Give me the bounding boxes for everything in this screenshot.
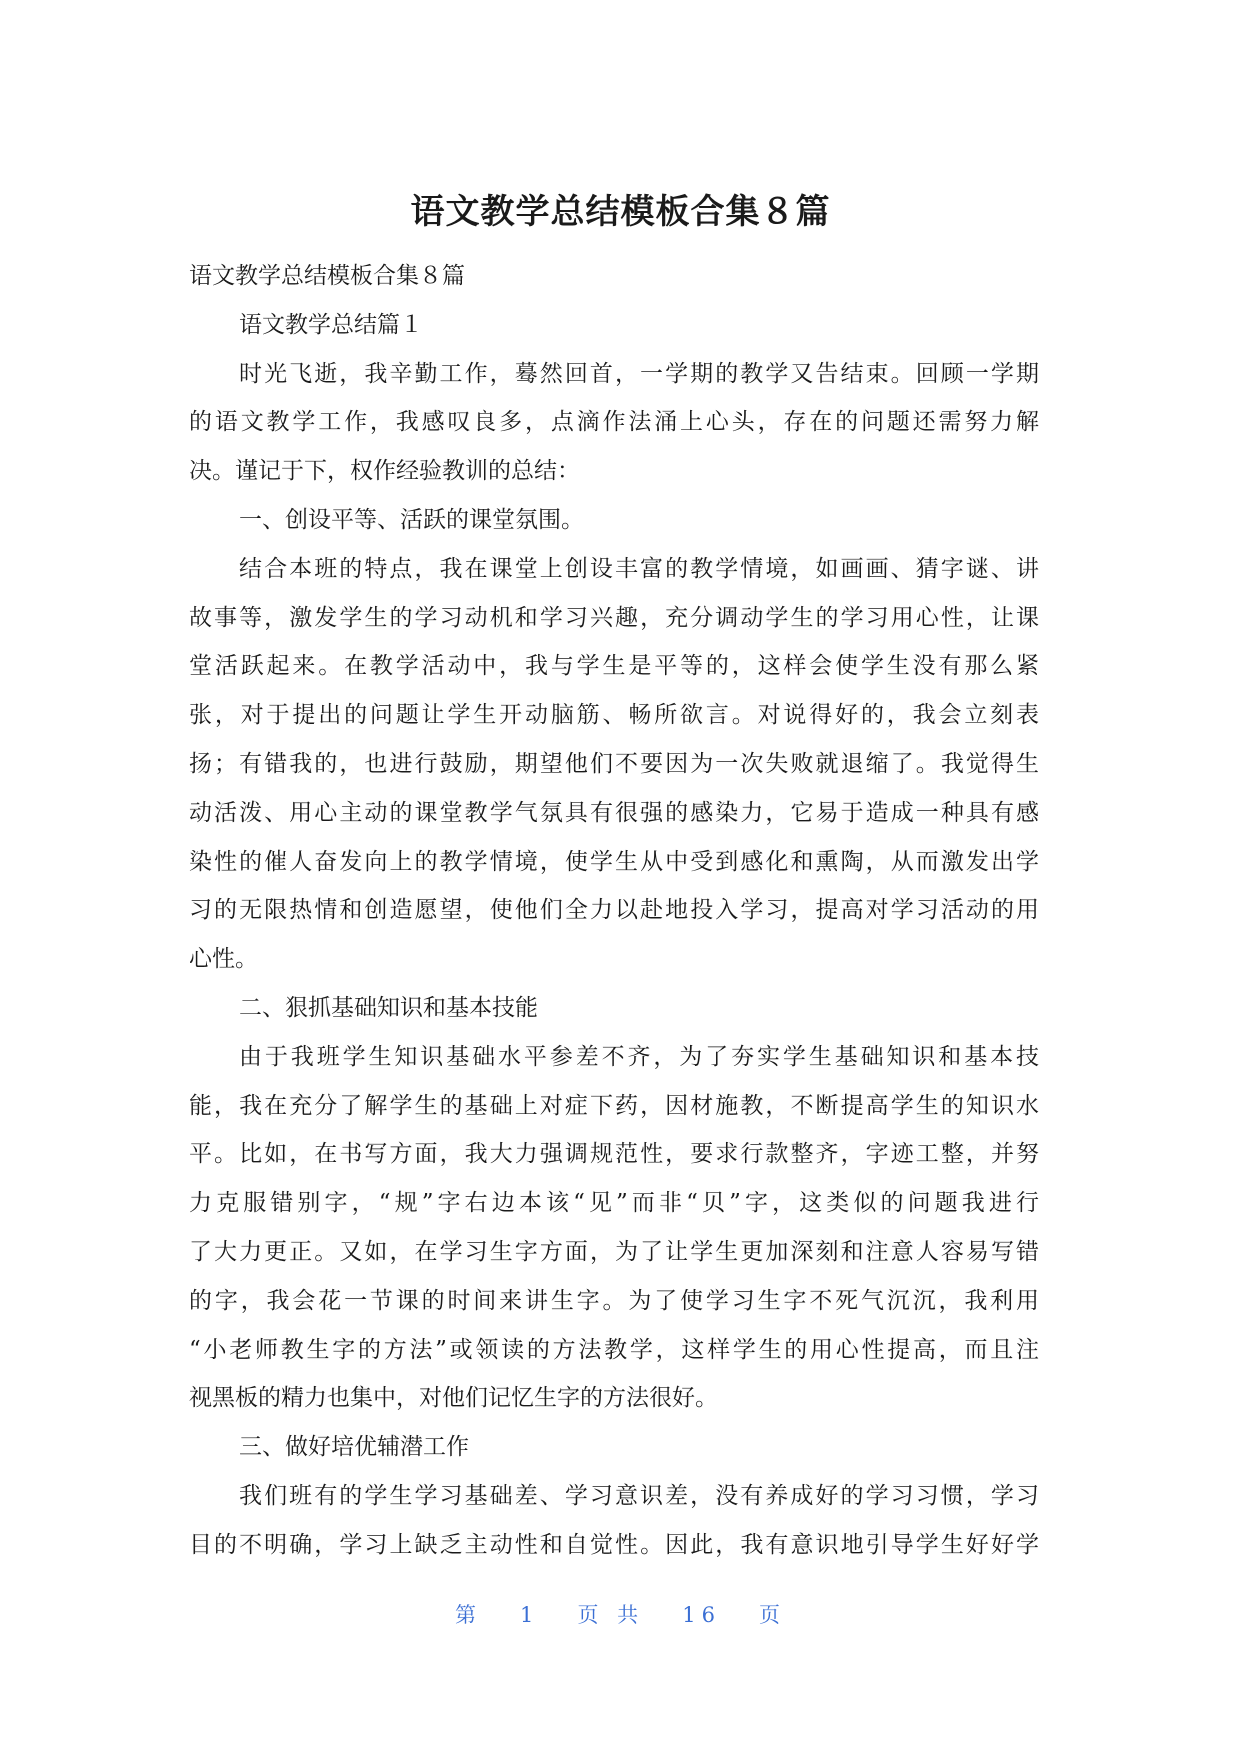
footer-page-number: 1 — [520, 1603, 540, 1627]
paragraph-line: 我们班有的学生学习基础差、学习意识差，没有养成好的学习习惯，学习 — [239, 1482, 1039, 1509]
paragraph-line: 染性的催人奋发向上的教学情境，使学生从中受到感化和熏陶，从而激发出学 — [189, 848, 1039, 875]
paragraph-line: 决。谨记于下，权作经验教训的总结： — [189, 458, 580, 485]
footer-page-word: 第 — [454, 1603, 482, 1627]
paragraph-line: 结合本班的特点，我在课堂上创设丰富的教学情境，如画画、猜字谜、讲 — [239, 555, 1039, 582]
paragraph-line: 目的不明确，学习上缺乏主动性和自觉性。因此，我有意识地引导学生好好学 — [189, 1531, 1039, 1558]
paragraph-line: 平。比如，在书写方面，我大力强调规范性，要求行款整齐，字迹工整，并努 — [189, 1141, 1039, 1168]
page-footer — [0, 1600, 1241, 1630]
paragraph-line: 张，对于提出的问题让学生开动脑筋、畅所欲言。对说得好的，我会立刻表 — [189, 702, 1039, 729]
section-heading: 语文教学总结篇１ — [239, 311, 423, 338]
paragraph-line: 了大力更正。又如，在学习生字方面，为了让学生更加深刻和注意人容易写错 — [189, 1238, 1039, 1265]
paragraph-line: 动活泼、用心主动的课堂教学气氛具有很强的感染力，它易于造成一种具有感 — [189, 799, 1039, 826]
paragraph-line: 视黑板的精力也集中，对他们记忆生字的方法很好。 — [189, 1385, 718, 1412]
paragraph-line: 故事等，激发学生的学习动机和学习兴趣，充分调动学生的学习用心性，让课 — [189, 604, 1039, 631]
subtitle-line: 语文教学总结模板合集８篇 — [189, 263, 465, 289]
paragraph-line: 堂活跃起来。在教学活动中，我与学生是平等的，这样会使学生没有那么紧 — [189, 653, 1039, 680]
paragraph-line: 能，我在充分了解学生的基础上对症下药，因材施教，不断提高学生的知识水 — [189, 1092, 1039, 1119]
section-heading: 二、狠抓基础知识和基本技能 — [239, 994, 538, 1021]
paragraph-line: 习的无限热情和创造愿望，使他们全力以赴地投入学习，提高对学习活动的用 — [189, 897, 1039, 924]
paragraph-line: 的语文教学工作，我感叹良多，点滴作法涌上心头，存在的问题还需努力解 — [189, 409, 1039, 436]
paragraph-line: 心性。 — [189, 946, 258, 973]
footer-total-pages: 16 — [682, 1603, 721, 1627]
document-body — [189, 252, 1039, 1570]
paragraph-line: 力克服错别字，“规”字右边本该“见”而非“贝”字，这类似的问题我进行 — [189, 1190, 1039, 1217]
paragraph-line: 时光飞逝，我辛勤工作，蓦然回首，一学期的教学又告结束。回顾一学期 — [239, 360, 1039, 387]
footer-page-suffix: 页 — [759, 1603, 787, 1627]
section-heading: 一、创设平等、活跃的课堂氛围。 — [239, 506, 584, 533]
paragraph-line: 扬；有错我的，也进行鼓励，期望他们不要因为一次失败就退缩了。我觉得生 — [189, 750, 1039, 777]
section-heading: 三、做好培优辅潜工作 — [239, 1434, 469, 1461]
footer-total-prefix: 页 共 — [577, 1603, 645, 1627]
document-title: 语文教学总结模板合集８篇 — [410, 192, 831, 232]
paragraph-line: 由于我班学生知识基础水平参差不齐，为了夯实学生基础知识和基本技 — [239, 1043, 1039, 1070]
paragraph-line: 的字，我会花一节课的时间来讲生字。为了使学习生字不死气沉沉，我利用 — [189, 1287, 1039, 1314]
paragraph-line: “小老师教生字的方法”或领读的方法教学，这样学生的用心性提高，而且注 — [189, 1336, 1039, 1363]
